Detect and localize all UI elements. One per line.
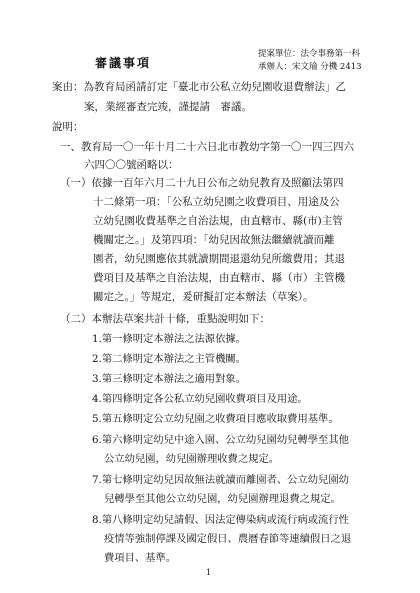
sub2-item-8-line-1: 8.第八條明定幼兒請假、因法定傳染病或流行病或流行性 <box>92 514 349 526</box>
explanation-label: 說明： <box>52 121 84 133</box>
sub2-item-8-line-3: 費項目、基準。 <box>104 552 177 564</box>
sub1-line-2: 十二條第一項：「公私立幼兒園之收費項目、用途及公 <box>93 196 340 208</box>
sub1-line-6: 費項目及基準之自治法規，由直轄市、縣（市）主管機 <box>93 272 345 284</box>
sub2-heading: （二）本辦法草案共計十條，重點說明如下： <box>60 313 270 325</box>
subject-line-2: 案，業經審查完竣，謹提請 審議。 <box>84 101 252 113</box>
page-number: 1 <box>206 568 212 577</box>
staff-contact: 承辦人：宋文瑜 分機 2413 <box>258 62 362 72</box>
subject-line-1: 案由：為教育局函請訂定「臺北市公私立幼兒園收退費辦法」乙 <box>52 81 346 93</box>
item1-line-1: 一、教育局一〇一年十月二十六日北市教幼字第一〇一四三四六 <box>60 141 354 153</box>
sub2-item-6-line-2: 公立幼兒園，幼兒園辦理收費之規定。 <box>104 453 280 465</box>
item1-line-2: 六四〇〇號函略以： <box>84 159 179 171</box>
sub2-item-6-line-1: 6.第六條明定幼兒中途入園、公立幼兒園幼兒轉學至其他 <box>92 434 349 446</box>
sub2-item-7-line-1: 7.第七條明定幼兒因故無法就讀而離園者、公立幼兒園幼 <box>92 474 349 486</box>
sub2-item-2: 2.第二條明定本辦法之主管機關。 <box>92 353 246 365</box>
sub2-item-3: 3.第三條明定本辦法之適用對象。 <box>92 373 246 385</box>
sub2-item-7-line-2: 兒轉學至其他公立幼兒園，幼兒園辦理退費之規定。 <box>104 493 341 505</box>
sub2-item-5: 5.第五條明定公立幼兒園之收費項目應收取費用基準。 <box>92 413 339 425</box>
document-title: 審議事項 <box>95 56 152 70</box>
sub2-item-8-line-2: 疫情等強制停課及國定假日、農曆春節等連續假日之退 <box>104 533 352 545</box>
sub1-line-3: 立幼兒園收費基準之自治法規，由直轄市、縣(市)主管 <box>93 215 343 227</box>
sub1-line-1: （一）依據一百年六月二十九日公布之幼兒教育及照顧法第四 <box>60 177 344 189</box>
sub1-line-7: 關定之。」等規定，爰研擬訂定本辦法（草案）。 <box>93 291 314 303</box>
sub1-line-4: 機關定之。」及第四項：「幼兒因故無法繼續就讀而離 <box>93 234 335 246</box>
sub1-line-5: 園者，幼兒園應依其就讀期間退還幼兒所繳費用；其退 <box>93 253 345 265</box>
proposing-unit: 提案單位：法令事務第一科 <box>258 49 361 59</box>
sub2-item-4: 4.第四條明定各公私立幼兒園收費項目及用途。 <box>92 393 308 405</box>
sub2-item-1: 1.第一條明定本辦法之法源依據。 <box>92 333 246 345</box>
